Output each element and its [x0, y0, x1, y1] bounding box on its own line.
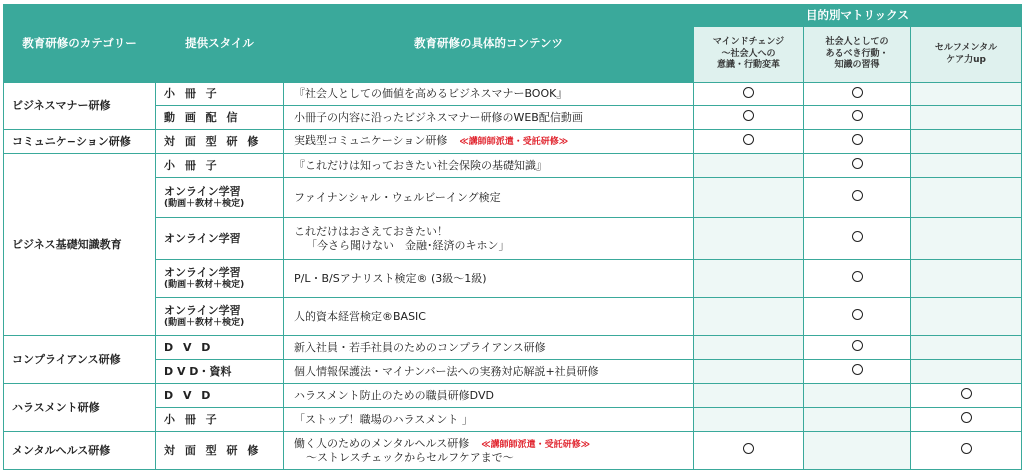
- mark-cell: [694, 130, 804, 154]
- header-category: 教育研修のカテゴリー: [4, 5, 156, 83]
- mark-cell: [911, 260, 1022, 298]
- mark-cell: [694, 408, 804, 432]
- mark-cell: [804, 408, 911, 432]
- mark-cell: [804, 130, 911, 154]
- content-cell: 新入社員・若手社員のためのコンプライアンス研修: [284, 336, 694, 360]
- circle-mark: [852, 364, 863, 375]
- mark-cell: [911, 154, 1022, 178]
- dispatch-note: ≪講師師派遣・受託研修≫: [459, 137, 569, 148]
- mark-cell: [694, 360, 804, 384]
- header-style: 提供スタイル: [156, 5, 284, 83]
- style-cell: オンライン学習 (動画＋教材＋検定): [156, 260, 284, 298]
- content-cell: ハラスメント防止のための職員研修DVD: [284, 384, 694, 408]
- table-row: [4, 408, 1022, 432]
- mark-cell: [804, 83, 911, 106]
- table-row: [4, 360, 1022, 384]
- circle-mark: [852, 110, 863, 121]
- style-cell: 対 面 型 研 修: [156, 130, 284, 154]
- circle-mark: [852, 134, 863, 145]
- circle-mark: [852, 190, 863, 201]
- style-cell: 小 冊 子: [156, 83, 284, 106]
- mark-cell: [694, 154, 804, 178]
- mark-cell: [694, 218, 804, 260]
- dispatch-note: ≪講師師派遣・受託研修≫: [481, 439, 591, 450]
- category-mental-health: メンタルヘルス研修: [4, 432, 156, 470]
- content-cell: 小冊子の内容に沿ったビジネスマナー研修のWEB配信動画: [284, 106, 694, 130]
- mark-cell: [804, 336, 911, 360]
- mark-cell: [694, 336, 804, 360]
- mark-cell: [694, 178, 804, 218]
- circle-mark: [743, 443, 754, 454]
- table-row: [4, 218, 1022, 260]
- circle-mark: [743, 87, 754, 98]
- circle-mark: [852, 231, 863, 242]
- matrix-col-mindchange: マインドチェンジ ～社会人への 意識・行動変革: [694, 27, 804, 83]
- mark-cell: [911, 83, 1022, 106]
- mark-cell: [694, 106, 804, 130]
- style-cell: 小 冊 子: [156, 154, 284, 178]
- content-cell: ファイナンシャル・ウェルビーイング検定: [284, 178, 694, 218]
- style-cell: 小 冊 子: [156, 408, 284, 432]
- mark-cell: [804, 106, 911, 130]
- content-cell: 人的資本経営検定®BASIC: [284, 298, 694, 336]
- circle-mark: [961, 443, 972, 454]
- circle-mark: [961, 412, 972, 423]
- table-row: [4, 384, 1022, 408]
- mark-cell: [694, 83, 804, 106]
- content-cell: P/L・B/Sアナリスト検定® (3級～1級): [284, 260, 694, 298]
- table-row: [4, 336, 1022, 360]
- mark-cell: [911, 298, 1022, 336]
- content-cell: 『これだけは知っておきたい社会保険の基礎知識』: [284, 154, 694, 178]
- content-cell: 実践型コミュニケーション研修 ≪講師師派遣・受託研修≫: [284, 130, 694, 154]
- mark-cell: [804, 360, 911, 384]
- content-cell: 「ストップ！職場のハラスメント 」: [284, 408, 694, 432]
- mark-cell: [911, 384, 1022, 408]
- table-row: [4, 298, 1022, 336]
- circle-mark: [852, 271, 863, 282]
- mark-cell: [804, 384, 911, 408]
- mark-cell: [911, 218, 1022, 260]
- category-business-basics: ビジネス基礎知識教育: [4, 154, 156, 336]
- style-cell: D V D: [156, 336, 284, 360]
- style-cell: 対 面 型 研 修: [156, 432, 284, 470]
- content-cell: 働く人のためのメンタルヘルス研修 ≪講師師派遣・受託研修≫ ～ストレスチェックからセルフケアまで～: [284, 432, 694, 470]
- style-cell: D V D: [156, 384, 284, 408]
- mark-cell: [804, 298, 911, 336]
- training-matrix-table: [3, 4, 1022, 470]
- style-cell: 動 画 配 信: [156, 106, 284, 130]
- table-row: [4, 432, 1022, 470]
- style-cell: オンライン学習: [156, 218, 284, 260]
- matrix-col-behavior: 社会人としての あるべき行動・ 知識の習得: [804, 27, 911, 83]
- mark-cell: [911, 178, 1022, 218]
- style-cell: オンライン学習 (動画＋教材＋検定): [156, 298, 284, 336]
- mark-cell: [911, 408, 1022, 432]
- circle-mark: [852, 340, 863, 351]
- mark-cell: [911, 106, 1022, 130]
- mark-cell: [804, 178, 911, 218]
- circle-mark: [961, 388, 972, 399]
- table-row: [4, 154, 1022, 178]
- matrix-col-selfcare: セルフメンタル ケア力up: [911, 27, 1022, 83]
- mark-cell: [804, 432, 911, 470]
- category-compliance: コンプライアンス研修: [4, 336, 156, 384]
- mark-cell: [911, 130, 1022, 154]
- category-business-manner: ビジネスマナー研修: [4, 83, 156, 130]
- mark-cell: [694, 432, 804, 470]
- circle-mark: [743, 110, 754, 121]
- mark-cell: [804, 260, 911, 298]
- circle-mark: [852, 158, 863, 169]
- header-contents: 教育研修の具体的コンテンツ: [284, 5, 694, 83]
- mark-cell: [911, 336, 1022, 360]
- content-cell: これだけはおさえておきたい！ 「今さら聞けない 金融･経済のキホン」: [284, 218, 694, 260]
- content-cell: 個人情報保護法・マイナンバー法への実務対応解説+社員研修: [284, 360, 694, 384]
- style-cell: D V D・資料: [156, 360, 284, 384]
- mark-cell: [804, 154, 911, 178]
- style-cell: オンライン学習 (動画＋教材＋検定): [156, 178, 284, 218]
- content-cell: 『社会人としての価値を高めるビジネスマナーBOOK』: [284, 83, 694, 106]
- circle-mark: [852, 87, 863, 98]
- category-harassment: ハラスメント研修: [4, 384, 156, 432]
- table-row: [4, 130, 1022, 154]
- table-row: [4, 83, 1022, 106]
- header-matrix: 目的別マトリックス: [694, 5, 1022, 27]
- mark-cell: [694, 298, 804, 336]
- category-communication: コミュニケ−ション研修: [4, 130, 156, 154]
- mark-cell: [694, 384, 804, 408]
- table-row: [4, 106, 1022, 130]
- circle-mark: [743, 134, 754, 145]
- table-row: [4, 260, 1022, 298]
- mark-cell: [694, 260, 804, 298]
- mark-cell: [804, 218, 911, 260]
- circle-mark: [852, 309, 863, 320]
- mark-cell: [911, 360, 1022, 384]
- mark-cell: [911, 432, 1022, 470]
- table-row: [4, 178, 1022, 218]
